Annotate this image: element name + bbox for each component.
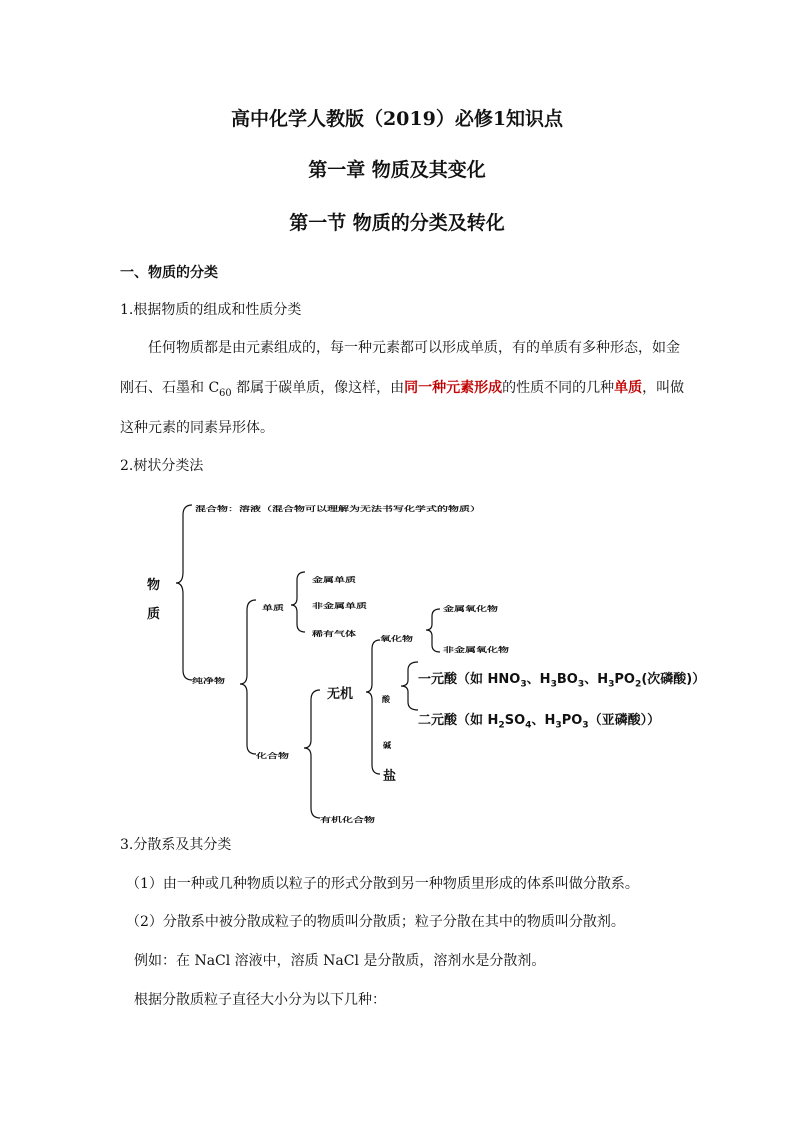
text-segment: 都属于碳单质，像这样，由: [231, 380, 405, 396]
bracket-oxide: [426, 609, 440, 652]
tree-nonmetal-elemental: 非金属单质: [312, 602, 367, 610]
text-segment: 、H: [526, 672, 551, 687]
subscript: 3: [550, 679, 557, 690]
tree-organic-compound: 有机化合物: [320, 816, 375, 824]
text-segment: SO: [504, 713, 526, 728]
subscript: 3: [577, 679, 585, 690]
text-segment: PO: [561, 713, 583, 728]
tree-monobasic-acid: [418, 668, 705, 690]
bracket-compound: [304, 690, 320, 818]
bracket-inorganic: [366, 640, 380, 774]
subheading-tree-classification: 2.树状分类法: [120, 458, 204, 474]
subheading-composition: 1.根据物质的组成和性质分类: [120, 302, 302, 318]
tree-compound: 化合物: [256, 752, 289, 760]
tree-rare-gas: 稀有气体: [312, 630, 356, 638]
text-segment: 的性质不同的几种: [502, 380, 615, 396]
heading-classification: 一、物质的分类: [120, 265, 218, 281]
text-segment: PO: [614, 672, 635, 687]
text-segment: BO: [556, 672, 578, 687]
highlight-same-element: 同一种元素形成: [404, 380, 503, 396]
tree-metal-elemental: 金属单质: [312, 576, 356, 584]
document-title: 高中化学人教版（2019）必修1知识点: [230, 108, 564, 130]
text-segment: ，叫做: [642, 380, 685, 396]
subscript: 2: [635, 679, 642, 690]
text-segment: 一元酸（如 HNO: [418, 672, 521, 687]
subscript: 2: [498, 720, 505, 731]
subscript: 3: [555, 720, 562, 731]
text-segment: 二元酸（如 H: [418, 713, 499, 728]
subscript: 3: [582, 720, 589, 731]
tree-metal-oxide: 金属氧化物: [443, 605, 498, 613]
text-segment: 、H: [584, 672, 609, 687]
note-text: 根据分散质粒子直径大小分为以下几种：: [134, 992, 386, 1008]
tree-elemental: 单质: [262, 604, 284, 612]
list-item-1: （1）由一种或几种物质以粒子的形式分散到另一种物质里形成的体系叫做分散系。: [126, 876, 639, 892]
tree-mixture: 混合物：溶液（混合物可以理解为无法书写化学式的物质）: [195, 505, 481, 513]
subscript: 3: [608, 679, 615, 690]
text-segment: 、H: [531, 713, 556, 728]
tree-nonmetal-oxide: 非金属氧化物: [443, 646, 509, 654]
tree-inorganic: 无机: [327, 687, 354, 702]
highlight-elemental: 单质: [614, 380, 643, 396]
subscript: 4: [525, 720, 532, 731]
subheading-dispersion: 3.分散系及其分类: [120, 837, 232, 853]
bracket-pure: [240, 600, 256, 754]
tree-dibasic-acid: [418, 709, 660, 731]
bracket-root: [176, 505, 192, 680]
text-segment: （亚磷酸））: [588, 713, 661, 728]
text-segment: 刚石、石墨和 C: [120, 380, 220, 396]
text-segment: (次磷酸)）: [641, 672, 706, 687]
tree-root-char2: 质: [147, 607, 161, 622]
list-item-2: （2）分散系中被分散成粒子的物质叫分散质；粒子分散在其中的物质叫分散剂。: [126, 914, 625, 930]
chapter-title: 第一章 物质及其变化: [308, 159, 486, 181]
subscript: 60: [219, 387, 232, 399]
tree-pure-substance: 纯净物: [192, 677, 225, 685]
tree-oxide: 氧化物: [380, 635, 413, 643]
subscript: 3: [520, 679, 527, 690]
paragraph-line-1: 任何物质都是由元素组成的，每一种元素都可以形成单质，有的单质有多种形态，如金: [148, 340, 680, 356]
bracket-elemental: [291, 572, 305, 632]
section-title: 第一节 物质的分类及转化: [289, 212, 505, 234]
example-text: 例如：在 NaCl 溶液中，溶质 NaCl 是分散质，溶剂水是分散剂。: [134, 953, 546, 969]
paragraph-line-3: 这种元素的同素异形体。: [120, 420, 274, 436]
tree-root-char1: 物: [147, 578, 161, 593]
tree-salt: 盐: [383, 769, 397, 784]
tree-base: 碱: [383, 741, 391, 750]
bracket-acid: [401, 662, 418, 710]
tree-acid: 酸: [382, 695, 390, 704]
